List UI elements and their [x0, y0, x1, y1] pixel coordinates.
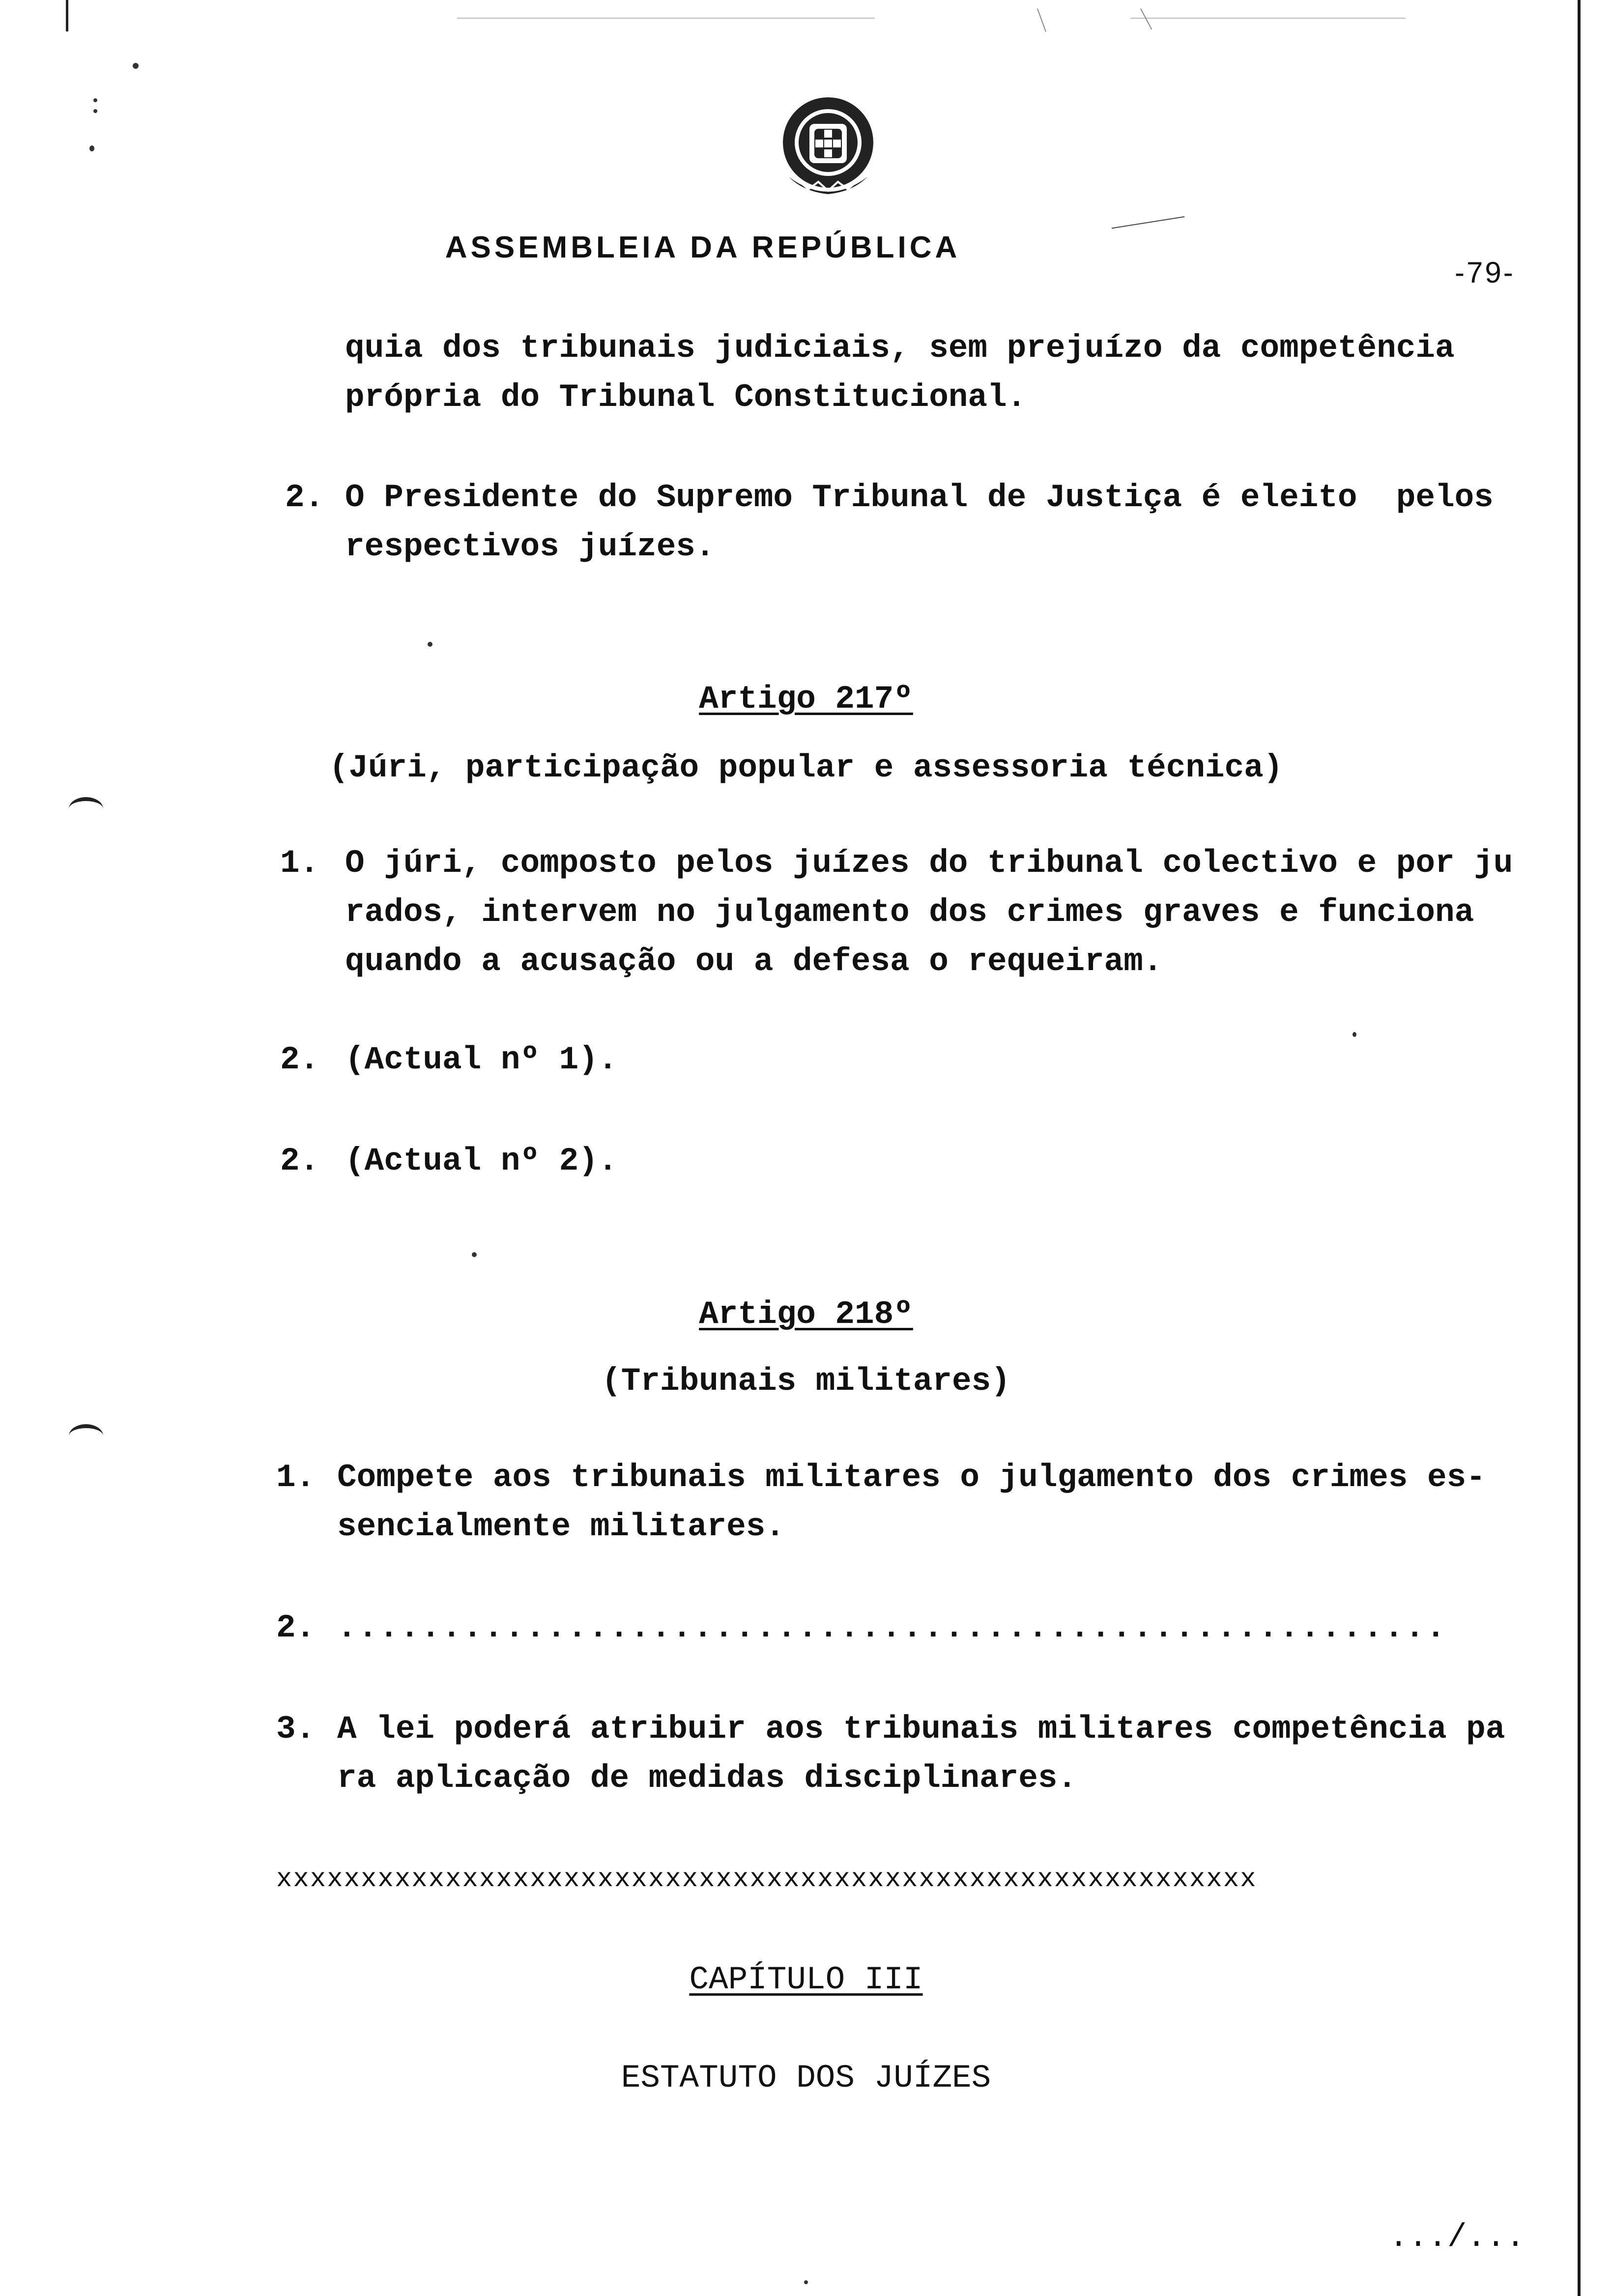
president-line-2: respectivos juízes. — [345, 528, 715, 565]
item-number: 2. — [280, 1143, 319, 1179]
scan-stroke — [1140, 8, 1152, 29]
scan-speck — [89, 145, 94, 151]
item-number: 1. — [280, 845, 319, 882]
page-number: -79- — [1455, 256, 1515, 289]
jury-line-1: O júri, composto pelos juízes do tribunal colectivo e por ju — [345, 845, 1513, 882]
actual-1-line: (Actual nº 1). — [345, 1041, 618, 1078]
omitted-text-dots: ..................................................... — [337, 1609, 1447, 1646]
item-number: 2. — [276, 1609, 316, 1646]
item-number: 3. — [276, 1711, 316, 1748]
military-line-2: sencialmente militares. — [337, 1508, 785, 1545]
jury-line-2: rados, intervem no julgamento dos crimes graves e funciona — [345, 894, 1474, 931]
chapter-title: CAPÍTULO III — [689, 1961, 923, 1998]
scan-top-line — [457, 18, 875, 19]
intro-line-2: própria do Tribunal Constitucional. — [345, 379, 1027, 416]
military-line-1: Compete aos tribunais militares o julgamento dos crimes es- — [337, 1459, 1486, 1496]
scan-speck — [133, 63, 139, 69]
scan-edge-right — [1578, 0, 1581, 2296]
disciplinary-line-1: A lei poderá atribuir aos tribunais militares competência pa — [337, 1711, 1505, 1748]
chapter-subtitle: ESTATUTO DOS JUÍZES — [621, 2060, 991, 2096]
scan-top-line — [1130, 18, 1406, 19]
item-number: 2. — [285, 479, 324, 516]
actual-2-line: (Actual nº 2). — [345, 1143, 618, 1179]
continuation-mark: .../... — [1389, 2219, 1526, 2256]
item-number: 1. — [276, 1459, 316, 1496]
item-number: 2. — [280, 1041, 319, 1078]
article-218-subtitle: (Tribunais militares) — [602, 1363, 1010, 1400]
scan-speck — [472, 1252, 477, 1257]
institution-header: ASSEMBLEIA DA REPÚBLICA — [445, 230, 961, 264]
scan-edge-left — [66, 0, 68, 31]
binder-hole-mark — [69, 1424, 103, 1448]
binder-hole-mark — [69, 797, 103, 821]
scan-speck — [93, 98, 97, 102]
scan-speck — [804, 2280, 808, 2284]
coat-of-arms-seal — [779, 93, 877, 206]
scan-stroke — [1112, 216, 1184, 229]
scan-speck — [428, 642, 432, 647]
president-line-1: O Presidente do Supremo Tribunal de Justiça é eleito pelos — [345, 479, 1494, 516]
separator-line: xxxxxxxxxxxxxxxxxxxxxxxxxxxxxxxxxxxxxxxxxxxxxxxxxxxxxxxxxx — [276, 1865, 1257, 1894]
article-217-title: Artigo 217º — [699, 681, 913, 718]
disciplinary-line-2: ra aplicação de medidas disciplinares. — [337, 1760, 1077, 1797]
article-217-subtitle: (Júri, participação popular e assessoria técnica) — [329, 749, 1283, 786]
scan-stroke — [1037, 8, 1046, 32]
intro-line-1: quia dos tribunais judiciais, sem prejuízo da competência — [345, 330, 1455, 367]
article-218-title: Artigo 218º — [699, 1296, 913, 1333]
scan-speck — [93, 109, 97, 113]
scan-speck — [1353, 1032, 1356, 1037]
jury-line-3: quando a acusação ou a defesa o requeiram. — [345, 943, 1163, 980]
